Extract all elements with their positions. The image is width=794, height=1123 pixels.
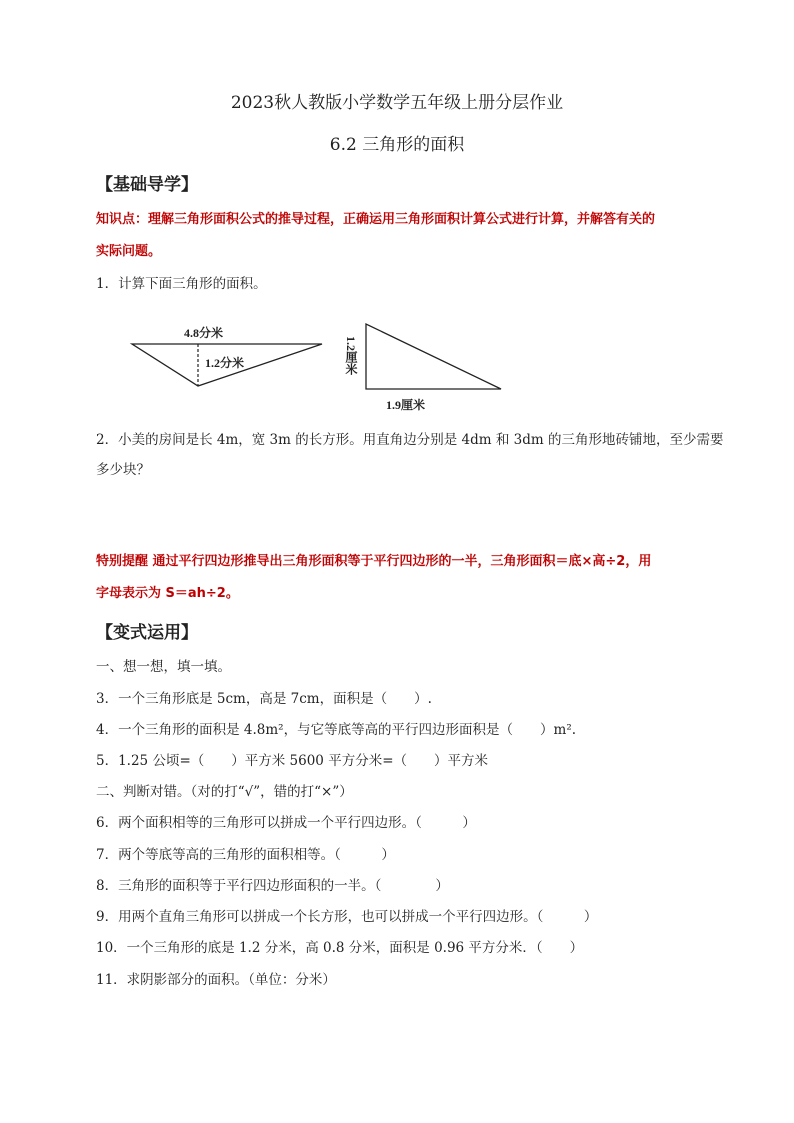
triangle-1-height-label: 1.2分米 (205, 356, 245, 370)
page-subtitle: 6.2 三角形的面积 (329, 135, 465, 155)
question-2-line1: 2．小美的房间是长 4m，宽 3m 的长方形。用直角边分别是 4dm 和 3dm 的三角形地砖铺地，至少需要 (96, 432, 724, 448)
triangle-2-base-label: 1.9厘米 (386, 398, 426, 412)
question-1: 1．计算下面三角形的面积。 (96, 276, 267, 292)
question-5: 5．1.25 公顷=（ ）平方米 5600 平方分米=（ ）平方米 (96, 753, 489, 769)
part-1-heading: 一、想一想，填一填。 (96, 659, 231, 675)
question-8: 8．三角形的面积等于平行四边形面积的一半。（ ） (96, 878, 449, 894)
knowledge-point-line2: 实际问题。 (96, 244, 162, 259)
triangle-1-base-label: 4.8分米 (184, 326, 224, 340)
question-11: 11．求阴影部分的面积。（单位：分米） (96, 972, 336, 988)
page-title: 2023秋人教版小学数学五年级上册分层作业 (230, 93, 564, 113)
question-10: 10．一个三角形的底是 1.2 分米，高 0.8 分米，面积是 0.96 平方分米．（ ） (96, 940, 584, 956)
question-2-line2: 多少块？ (96, 462, 150, 478)
section-heading-basic: 【基础导学】 (96, 175, 198, 195)
special-tip-line2: 字母表示为 S＝ah÷2。 (96, 586, 239, 601)
question-3: 3．一个三角形底是 5cm，高是 7cm，面积是（ ）. (96, 691, 432, 707)
section-heading-variant: 【变式运用】 (96, 623, 198, 643)
part-2-heading: 二、判断对错。（对的打“√”，错的打“×”） (96, 784, 353, 800)
question-7: 7．两个等底等高的三角形的面积相等。（ ） (96, 847, 395, 863)
knowledge-point-line1: 知识点：理解三角形面积公式的推导过程，正确运用三角形面积计算公式进行计算，并解答有关的 (96, 212, 656, 227)
special-tip-line1: 特别提醒 通过平行四边形推导出三角形面积等于平行四边形的一半，三角形面积＝底×高÷2，用 (96, 554, 652, 569)
question-6: 6．两个面积相等的三角形可以拼成一个平行四边形。（ ） (96, 815, 476, 831)
triangle-2-shape (366, 324, 501, 389)
question-4: 4．一个三角形的面积是 4.8m²，与它等底等高的平行四边形面积是（ ）m². (96, 722, 577, 738)
question-9: 9．用两个直角三角形可以拼成一个长方形，也可以拼成一个平行四边形。（ ） (96, 909, 598, 925)
triangle-2-height-label: 1.2厘米 (344, 336, 358, 375)
